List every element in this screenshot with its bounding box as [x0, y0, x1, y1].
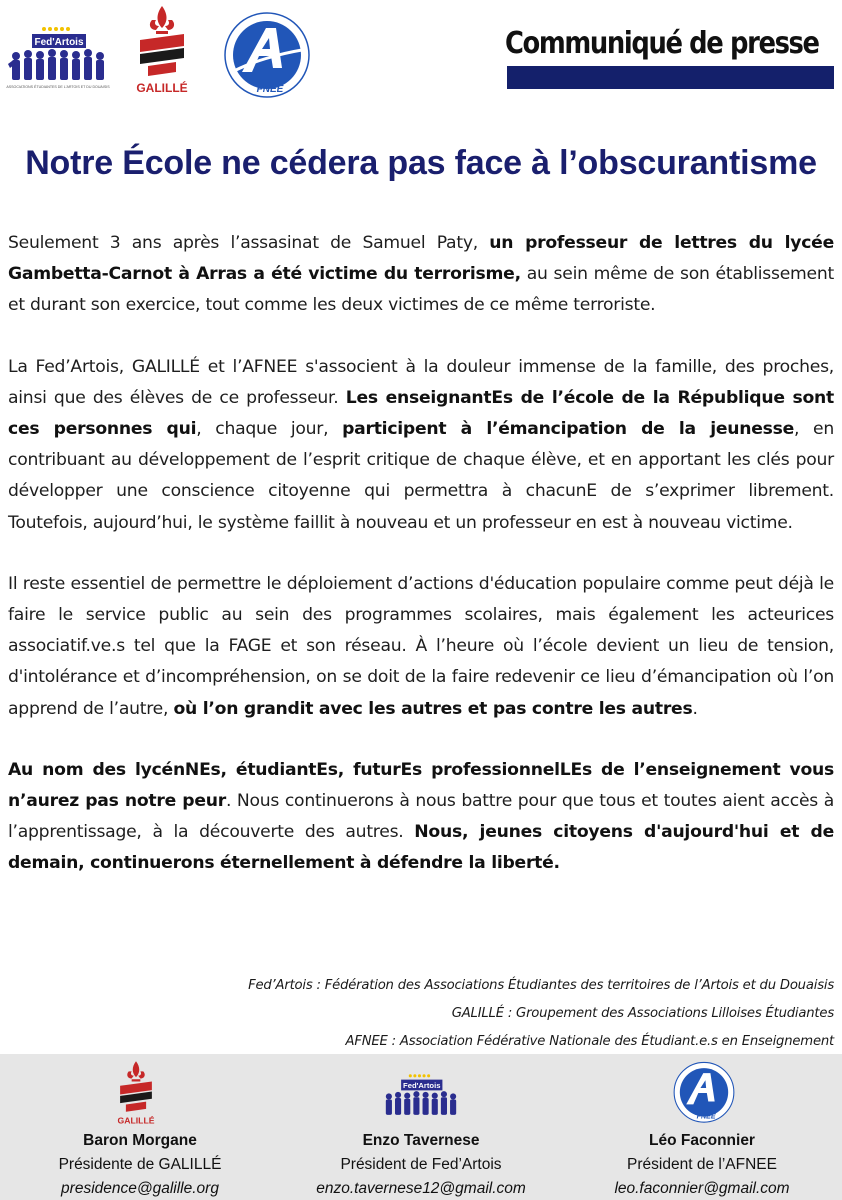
fnee-mini-logo — [672, 1060, 736, 1126]
fedartois-mini-banner-text: Fed'Artois — [403, 1081, 441, 1091]
paragraph-3 — [8, 569, 834, 725]
headline: Notre École ne cédera pas face à l’obscurantisme — [25, 144, 817, 182]
glossary-item-galille: GALILLÉ : Groupement des Associations Lilloises Étudiantes — [451, 1006, 834, 1021]
press-release-bar — [507, 66, 834, 89]
signatory-name: Enzo Tavernese — [362, 1132, 480, 1149]
body-text — [8, 228, 834, 910]
paragraph-text: , chaque jour, — [196, 419, 343, 440]
paragraph-text-bold: Au nom des lycénNEs, étudiantEs, futurEs professionnelLEs de l’enseignement vous n’aurez pas notre peur — [8, 759, 834, 812]
paragraph-text-bold: participent à l’émancipation de la jeunesse — [342, 419, 794, 440]
paragraph-text-bold: Nous, jeunes citoyens d'aujourd'hui et de demain, continuerons éternellement à défendre la liberté. — [8, 822, 834, 874]
signature-afnee — [562, 1054, 842, 1200]
paragraph-text: . Nous continuerons à nous battre pour que tous et toutes aient accès à l’apprentissage, à la découverte des autres. — [8, 791, 834, 843]
galille-logo — [126, 4, 198, 96]
signature-footer — [0, 1054, 842, 1200]
fedartois-banner-text: Fed'Artois — [34, 37, 84, 48]
paragraph-text: Seulement 3 ans après l’assasinat de Samuel Paty, — [8, 233, 490, 253]
paragraph-4 — [8, 755, 834, 880]
signatory-role: Président de Fed’Artois — [340, 1156, 502, 1173]
paragraph-text: au sein même de son établissement et durant son exercice, tout comme les deux victimes de ce même terroriste. — [8, 264, 834, 316]
crowd-icon — [8, 49, 104, 80]
fnee-logo-text: FNEE — [256, 84, 284, 95]
fnee-logo — [222, 10, 312, 102]
paragraph-1 — [8, 228, 834, 322]
paragraph-text-bold: un professeur de lettres du lycée Gambetta-Carnot à Arras a été victime du terrorisme, — [8, 233, 834, 285]
fedartois-caption: ASSOCIATIONS ÉTUDIANTES DE L'ARTOIS ET DU DOUAISIS — [6, 85, 110, 89]
glossary-item-fedartois: Fed’Artois : Fédération des Associations Étudiantes des territoires de l’Artois et du Douaisis — [248, 978, 834, 993]
paragraph-text: Il reste essentiel de permettre le déploiement d’actions d'éducation populaire comme peut déjà le faire le service public au sein des programmes scolaires, mais également les acteurices associatif.ve.s tel que la FAGE et son réseau. À l’heure où l’école devient un lieu de tension, d'intolérance et d’incompréhension, on se doit de la faire redevenir ce lieu d’émancipation où l’on apprend de l’autre, — [8, 573, 834, 719]
signatory-email[interactable]: enzo.tavernese12@gmail.com — [316, 1180, 526, 1197]
signatory-name: Baron Morgane — [83, 1132, 197, 1149]
signatory-name: Léo Faconnier — [649, 1132, 755, 1149]
galille-logo-text: GALILLÉ — [136, 81, 188, 95]
stars-icon — [42, 27, 70, 31]
fedartois-logo — [6, 24, 110, 92]
galille-mini-logo — [110, 1058, 162, 1128]
paragraph-2 — [8, 352, 834, 539]
paragraph-text-bold: où l’on grandit avec les autres et pas contre les autres — [173, 698, 693, 719]
glossary-item-afnee: AFNEE : Association Fédérative Nationale des Étudiant.e.s en Enseignement — [345, 1034, 834, 1049]
header-logos — [0, 0, 842, 110]
fleur-de-lis-icon — [150, 6, 174, 34]
signatory-email[interactable]: leo.faconnier@gmail.com — [614, 1180, 790, 1197]
paragraph-text: , en contribuant au développement de l’esprit critique de chaque élève, et en apportant les clés pour développer une conscience citoyenne qui permettra à chacunE de s’exprimer librement. Toutefois, aujourd’hui, le système faillit à nouveau et un professeur en est à nouveau victime. — [8, 419, 834, 533]
galille-mini-logo-text: GALILLÉ — [117, 1115, 155, 1126]
paragraph-text: . — [692, 698, 698, 719]
signatory-role: Président de l’AFNEE — [627, 1156, 777, 1173]
press-release-title: Communiqué de presse — [505, 26, 819, 61]
signature-fedartois — [281, 1054, 561, 1200]
signature-galille — [0, 1054, 280, 1200]
signatory-role: Présidente de GALILLÉ — [58, 1156, 222, 1173]
paragraph-text: La Fed’Artois, GALILLÉ et l’AFNEE s'associent à la douleur immense de la famille, des proches, ainsi que des élèves de ce professeur. — [8, 356, 834, 408]
acronym-glossary — [134, 972, 834, 1056]
fedartois-mini-logo — [381, 1072, 461, 1124]
signatory-email[interactable]: presidence@galille.org — [61, 1180, 219, 1197]
fnee-mini-logo-text: FNEE — [696, 1112, 716, 1121]
paragraph-text-bold: Les enseignantEs de l’école de la République sont ces personnes qui — [8, 387, 834, 440]
